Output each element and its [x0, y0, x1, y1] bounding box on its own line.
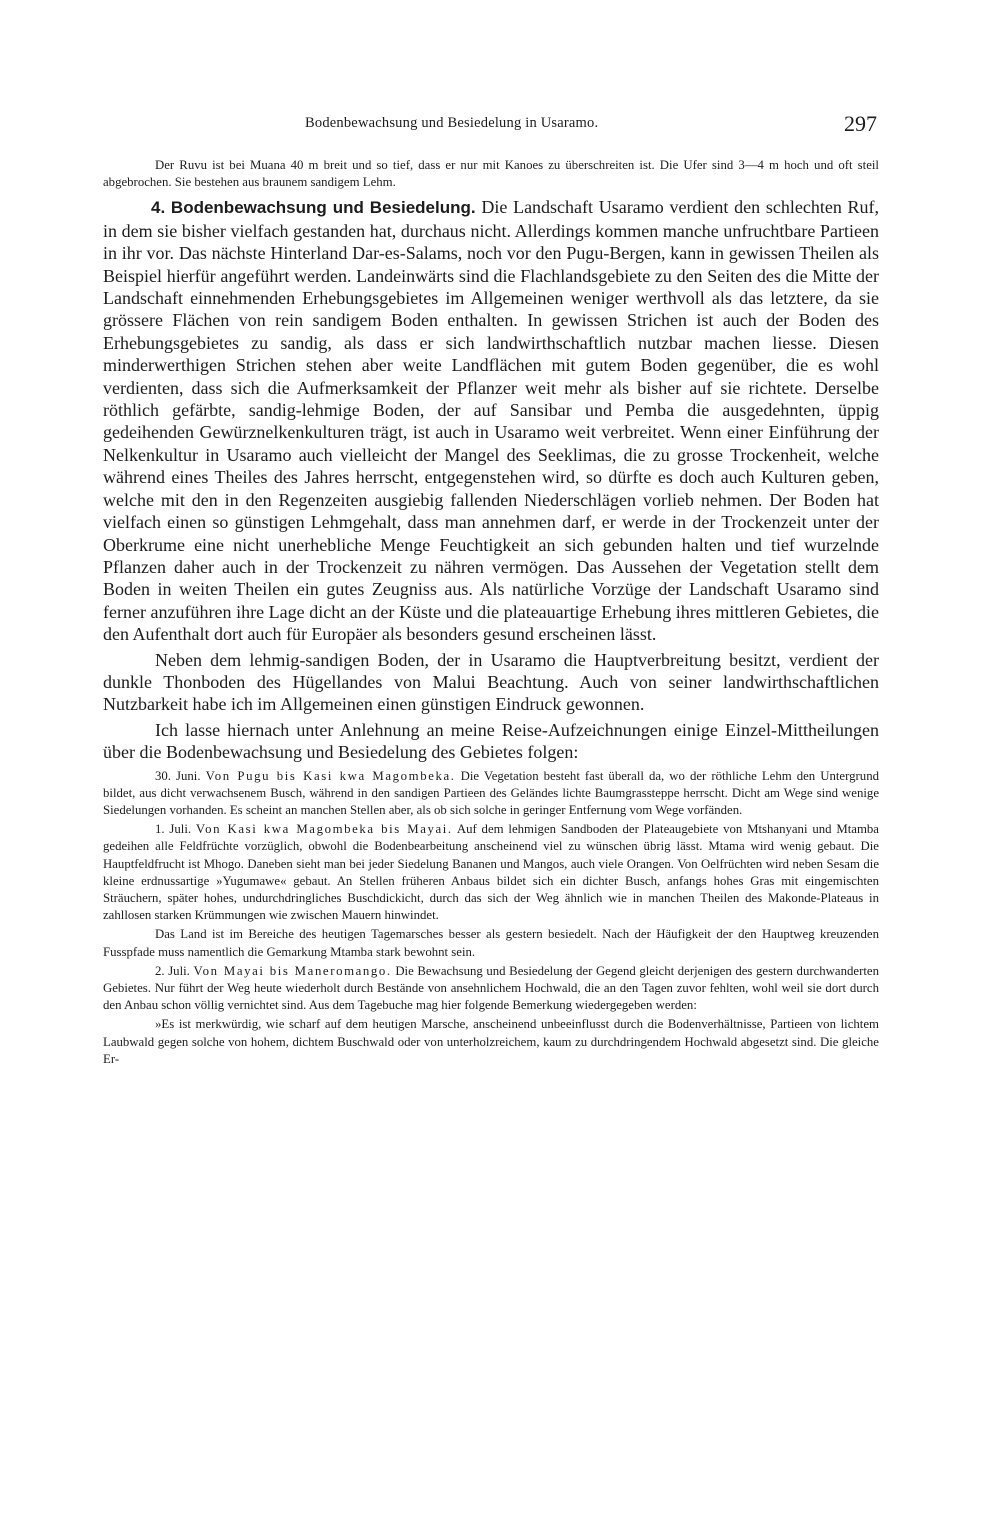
diary-route: Von Kasi kwa Magombeka bis Mayai. [195, 822, 453, 837]
diary-date: 1. Juli. [155, 822, 192, 837]
diary-date: 30. Juni. [155, 768, 201, 783]
section-paragraph-2: Neben dem lehmig-sandigen Boden, der in Usaramo die Hauptverbreitung besitzt, verdient der dunkle Thonboden des Hügellandes von Malui Beachtung. Auch von seiner landwirthschaftlichen Nutzbarkeit habe ich im Allgemeinen einen günstigen Eindruck gewonnen. [103, 649, 879, 715]
section-paragraph-1-text: Die Landschaft Usaramo verdient den schlechten Ruf, in dem sie bisher vielfach gestanden hat, durchaus nicht. Allerdings kommen manche unfruchtbare Partieen in ihr vor. Das nächste Hinterland Dar-es-Salams, noch vor den Pugu-Bergen, kann in gewissen Theilen als Beispiel hierfür angeführt werden. Landeinwärts sind die Flachlandsgebiete zu den Seiten des die Mitte der Landschaft einnehmenden Erhebungsgebietes im Allgemeinen weniger werthvoll als das letztere, da sie grössere Flächen von rein sandigem Boden enthalten. In gewissen Strichen ist auch der Boden des Erhebungsgebietes zu sandig, als dass er sich landwirthschaftlich nutzbar machen liesse. Diesen minderwerthigen Strichen stehen aber weite Landflächen mit gutem Boden gegenüber, die es wohl verdienten, dass sich die Aufmerksamkeit der Pflanzer weit mehr als bisher auf sie richtete. Derselbe röthlich gefärbte, sandig-lehmige Boden, der auf Sansibar und Pemba die ausgedehnten, üppig gedeihenden Gewürznelkenkulturen trägt, ist auch in Usaramo weit verbreitet. Wenn einer Einführung der Nelkenkultur in Usaramo auch vielleicht der Mangel des Seeklimas, die zu grosse Trockenheit, welche während eines Theiles des Jahres herrscht, entgegenstehen wird, so dürfte es doch auch Kulturen geben, welche mit den in den Regenzeiten ausgiebig fallenden Niederschlägen vorlieb nehmen. Der Boden hat vielfach einen so günstigen Lehmgehalt, dass man annehmen darf, er werde in der Trockenzeit unter der Oberkrume eine nicht unerhebliche Menge Feuchtigkeit an sich gebunden halten und tief wurzelnde Pflanzen daher auch in der Trockenzeit zu nähren vermögen. Das Aussehen der Vegetation stellt dem Boden in weiten Theilen ein gutes Zeugniss aus. Als natürliche Vorzüge der Landschaft Usaramo sind ferner anzuführen ihre Lage dicht an der Küste und die plateauartige Erhebung ihres mittleren Gebietes, die den Aufenthalt dort auch für Europäer als besonders gesund erscheinen lässt. [103, 197, 880, 645]
page-number: 297 [844, 111, 877, 136]
diary-date: 2. Juli. [155, 963, 190, 978]
diary-entries [103, 768, 879, 1068]
section-paragraph-1 [103, 196, 879, 645]
diary-text: Die Vegetation besteht fast überall da, wo der röthliche Lehm den Untergrund bildet, aus dicht verwachsenem Busch, während in den sandigen Partieen des Geländes lichte Baumgrassteppe herrscht. Dicht am Wege sind wenige Siedelungen vorhanden. Es scheint an manchen Stellen aber, als ob sich solche in geringer Entfernung vom Wege vorfänden. [103, 768, 879, 817]
diary-entry-july-1-continuation: Das Land ist im Bereiche des heutigen Tagemarsches besser als gestern besiedelt. Nach der Häufigkeit der den Hauptweg kreuzenden Fusspfade muss namentlich die Gemarkung Mtamba stark bewohnt sein. [103, 927, 879, 959]
diary-route: Von Mayai bis Maneromango. [193, 963, 392, 978]
diary-text: Die Bewachsung und Besiedelung der Gegend gleicht derjenigen des gestern durchwanderten Gebietes. Nur führt der Weg heute wiederholt durch Bestände von ansehnlichem Hochwald, die an den Tagen zuvor fehlten, wohl weil sie dort durch den Anbau schon völlig vernichtet sind. Aus dem Tagebuche mag hier folgende Bemerkung wiedergegeben werden: [103, 963, 879, 1013]
diary-quote: »Es ist merkwürdig, wie scharf auf dem heutigen Marsche, anscheinend unbeeinflusst durch die Bodenverhältnisse, Partieen von lichtem Laubwald gegen solche von hohem, dichtem Buschwald oder von unterholzreichem, kaum zu durchdringendem Hochwald abgesetzt sind. Die gleiche Er- [103, 1017, 879, 1066]
text-column [103, 157, 879, 1068]
diary-entry-july-2 [103, 963, 879, 1015]
section-paragraph-3: Ich lasse hiernach unter Anlehnung an meine Reise-Aufzeichnungen einige Einzel-Mittheilungen über die Bodenbewachsung und Besiedelung des Gebietes folgen: [103, 719, 879, 763]
running-head [100, 113, 880, 143]
section-title: Bodenbewachsung und Besiedelung. [170, 198, 476, 218]
diary-text: Auf dem lehmigen Sandboden der Plateaugebiete von Mtshanyani und Mtamba gedeihen alle Feldfrüchte vorzüglich, obwohl die Bodenbearbeitung anscheinend viel zu wünschen übrig lässt. Mtama wird wenig gebaut. Die Hauptfeldfrucht ist Mhogo. Daneben sieht man bei jeder Siedelung Bananen und Mangos, auch viele Orangen. Von Oelfrüchten wird neben Sesam die kleine erdnussartige »Yugumawe« gebaut. An Stellen früheren Anbaus bildet sich ein dichter Busch, anfangs hohes Gras mit eingemischten Sträuchern, später hohes, undurchdringliches Buschdickicht, durch das sich der Weg ähnlich wie in manchen Theilen des Makonde-Plateaus in zahllosen starken Krümmungen wie zwischen Mauern hinwindet. [103, 822, 879, 923]
section-number: 4. [151, 198, 166, 218]
diary-entry-june-30 [103, 768, 879, 820]
diary-entry-july-1 [103, 821, 879, 924]
diary-route: Von Pugu bis Kasi kwa Magombeka. [205, 768, 456, 783]
ruvu-note: Der Ruvu ist bei Muana 40 m breit und so tief, dass er nur mit Kanoes zu überschreiten ist. Die Ufer sind 3—4 m hoch und oft steil abgebrochen. Sie bestehen aus braunem sandigem Lehm. [103, 158, 879, 190]
running-title: Bodenbewachsung und Besiedelung in Usaramo. [305, 115, 599, 131]
